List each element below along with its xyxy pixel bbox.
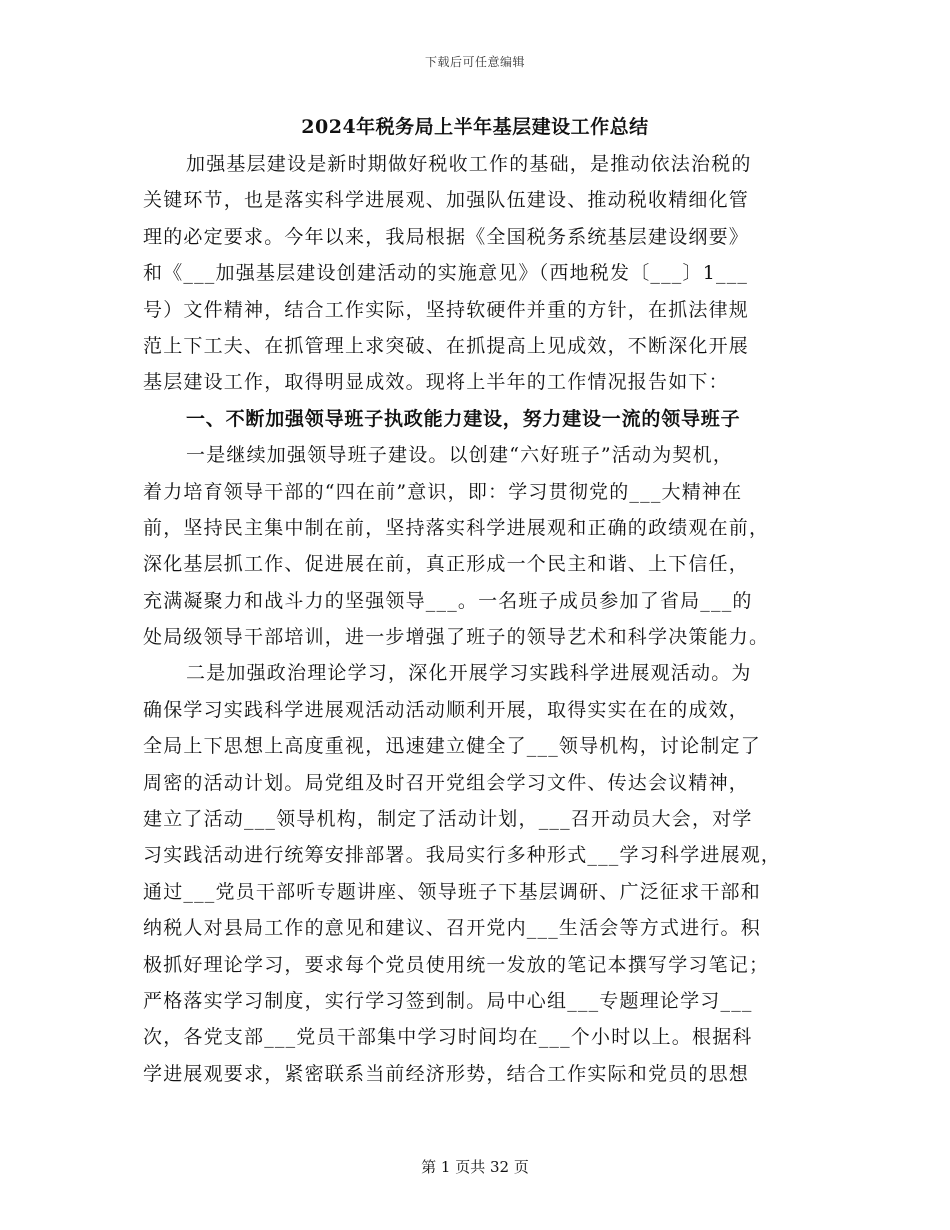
body-line: 习实践活动进行统筹安排部署。我局实行多种形式___学习科学进展观， <box>143 844 782 867</box>
body-line: 极抓好理论学习，要求每个党员使用统一发放的笔记本撰写学习笔记； <box>143 953 770 976</box>
body-line: 深化基层抓工作、促进展在前，真正形成一个民主和谐、上下信任， <box>143 553 750 576</box>
body-line: 建立了活动___领导机构，制定了活动计划，___召开动员大会，对学 <box>143 808 753 831</box>
body-line: 着力培育领导干部的“四在前”意识，即：学习贯彻党的___大精神在 <box>143 480 743 503</box>
body-line: 和《___加强基层建设创建活动的实施意见》（西地税发〔___〕1___ <box>143 262 749 285</box>
body-line: 纳税人对县局工作的意见和建议、召开党内___生活会等方式进行。积 <box>143 917 761 940</box>
body-line: 充满凝聚力和战斗力的坚强领导___。一名班子成员参加了省局___的 <box>143 589 753 612</box>
page-footer: 第 1 页共 32 页 <box>421 1158 529 1176</box>
body-line: 通过___党员干部听专题讲座、领导班子下基层调研、广泛征求干部和 <box>143 880 761 903</box>
body-line: 二是加强政治理论学习，深化开展学习实践科学进展观活动。为 <box>186 662 752 685</box>
page-header: 下载后可任意编辑 <box>424 55 525 69</box>
body-line: 号）文件精神，结合工作实际，坚持软硬件并重的方针，在抓法律规 <box>143 298 750 321</box>
body-line: 确保学习实践科学进展观活动活动顺利开展，取得实实在在的成效， <box>143 698 750 721</box>
section-heading: 一、不断加强领导班子执政能力建设，努力建设一流的领导班子 <box>186 407 741 430</box>
document-body <box>143 146 823 1092</box>
body-line: 范上下工夫、在抓管理上求突破、在抓提高上见成效，不断深化开展 <box>143 334 750 357</box>
body-line: 理的必定要求。今年以来，我局根据《全国税务系统基层建设纲要》 <box>143 225 750 248</box>
body-line: 基层建设工作，取得明显成效。现将上半年的工作情况报告如下： <box>143 371 729 394</box>
body-line: 周密的活动计划。局党组及时召开党组会学习文件、传达会议精神， <box>143 771 750 794</box>
document-title: 2024年税务局上半年基层建设工作总结 <box>301 116 649 138</box>
body-line: 严格落实学习制度，实行学习签到制。局中心组___专题理论学习___ <box>143 989 753 1012</box>
body-line: 处局级领导干部培训，进一步增强了班子的领导艺术和科学决策能力。 <box>143 626 770 649</box>
body-line: 全局上下思想上高度重视，迅速建立健全了___领导机构，讨论制定了 <box>143 735 761 758</box>
body-line: 学进展观要求，紧密联系当前经济形势，结合工作实际和党员的思想 <box>143 1062 750 1085</box>
body-line: 加强基层建设是新时期做好税收工作的基础，是推动依法治税的 <box>186 153 752 175</box>
body-line: 关键环节，也是落实科学进展观、加强队伍建设、推动税收精细化管 <box>143 189 750 212</box>
body-line: 次，各党支部___党员干部集中学习时间均在___个小时以上。根据科 <box>143 1026 753 1049</box>
body-line: 一是继续加强领导班子建设。以创建“六好班子”活动为契机， <box>186 444 734 467</box>
body-line: 前，坚持民主集中制在前，坚持落实科学进展观和正确的政绩观在前， <box>143 516 770 539</box>
